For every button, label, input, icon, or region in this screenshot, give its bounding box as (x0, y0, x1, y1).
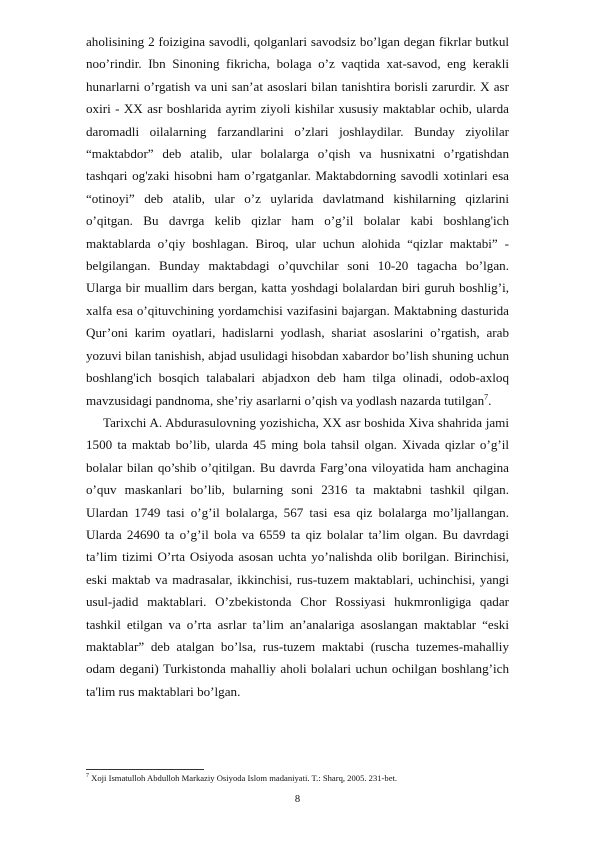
body-paragraph-1 (86, 31, 509, 412)
footnote-text: Xoji Ismatulloh Abdulloh Markaziy Osiyoda Islom madaniyati. T.: Sharq, 2005. 231-bet. (91, 773, 398, 783)
footnote-reference-7[interactable]: 7 (484, 392, 489, 402)
paragraph-1-text: aholisining 2 foizigina savodli, qolganlari savodsiz bo’lgan degan fikrlar butkul noo’rindir. Ibn Sinoning fikricha, bolaga o’z vaqtida xat-savod, eng kerakli hunarlarni o’rgatish va uni san’at asoslari bilan tanishtira borisli zarurdir. X asr oxiri - XX asr boshlarida ayrim ziyoli kishilar xususiy maktablar ochib, ularda daromadli oilalarning farzandlarini o’zlari joshlaydilar. Bunday ziyolilar “maktabdor” deb atalib, ular bolalarga o’qish va husnixatni o’rgatishdan tashqari og'zaki hisobni ham o’rgatganlar. Maktabdorning savodli xotinlari esa “otinoyi” deb atalib, ular o’z uylarida davlatmand kishilarning qizlarini o’qitgan. Bu davrga kelib qizlar ham o’g’il bolalar kabi boshlang'ich maktablarda o’qiy boshlagan. Biroq, ular uchun alohida “qizlar maktabi” - belgilangan. Bunday maktabdagi o’quvchilar soni 10-20 tagacha bo’lgan. Ularga bir muallim dars bergan, katta yoshdagi bolalardan biri guruh boshlig’i, xalfa esa o’qituvchining yordamchisi vazifasini bajargan. Maktabning dasturida Qur’oni karim oyatlari, hadislarni yodlash, shariat asoslarini o’rgatish, arab yozuvi bilan tanishish, abjad usulidagi hisobdan xabardor bo’lish shuning uchun boshlang'ich bosqich talabalari abjadxon deb ham tilga olinadi, odob-axloq mavzusidagi pandnoma, she’riy asarlarni o’qish va yodlash nazarda tutilgan (86, 34, 509, 408)
footnote-number: 7 (86, 773, 89, 780)
footnote-divider (86, 769, 204, 770)
page-body (86, 31, 509, 703)
footnote (86, 773, 509, 784)
paragraph-1-end: . (488, 392, 492, 408)
page-number: 8 (294, 794, 301, 805)
body-paragraph-2: Tarixchi A. Abdurasulovning yozishicha, XX asr boshida Xiva shahrida jami 1500 ta maktab bo’lib, ularda 45 ming bola tahsil olgan. Xivada qizlar o’g’il bolalar bilan qo’shib o’qitilgan. Bu davrda Farg’ona viloyatida ham anchagina o’quv maskanlari bo’lib, bularning soni 2316 ta maktabni tashkil qilgan. Ulardan 1749 tasi o’g’il bolalarga, 567 tasi esa qiz bolalarga mo’ljallangan. Ularda 24690 ta o’g’il bola va 6559 ta qiz bolalar ta’lim olgan. Bu davrdagi ta’lim tizimi O’rta Osiyoda asosan uchta yo’nalishda olib borilgan. Birinchisi, eski maktab va madrasalar, ikkinchisi, rus-tuzem maktablari, uchinchisi, yangi usul-jadid maktablari. O’zbekistonda Chor Rossiyasi hukmronligiga qadar tashkil etilgan va o’rta asrlar ta’lim an’analariga asoslangan maktablar “eski maktablar” deb atalgan bo’lsa, rus-tuzem maktabi (ruscha tuzemes-mahalliy odam degani) Turkistonda mahalliy aholi bolalari uchun ochilgan boshlang’ich ta'lim rus maktablari bo’lgan. (86, 414, 509, 699)
